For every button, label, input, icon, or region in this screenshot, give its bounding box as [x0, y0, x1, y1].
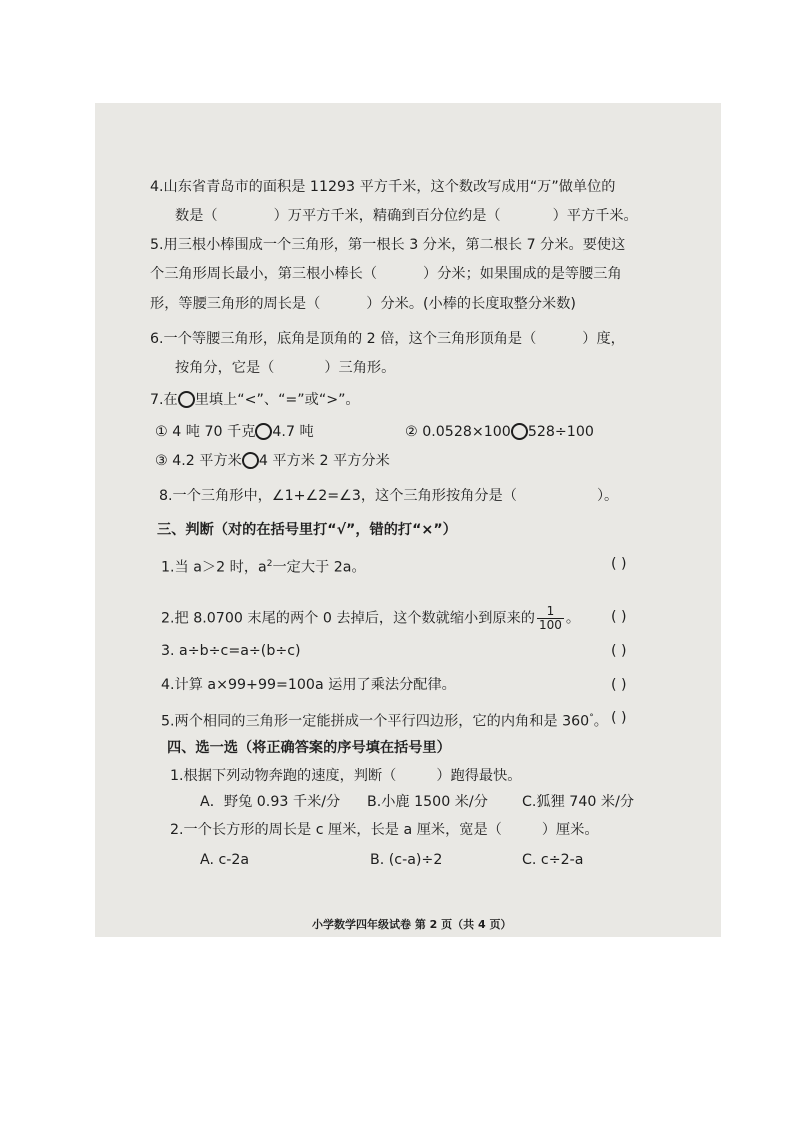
- judge-2-answer[interactable]: ( ): [611, 609, 627, 625]
- choice-2-option-b[interactable]: B. (c-a)÷2: [370, 852, 443, 868]
- judge-3: 3. a÷b÷c=a÷(b÷c): [161, 643, 301, 659]
- q7-item1-right: 4.7 吨: [272, 424, 314, 440]
- choice-2: [170, 821, 599, 839]
- choice-1-text-a: 1.根据下列动物奔跑的速度，判断（: [170, 768, 397, 784]
- q5-line2: [150, 265, 622, 283]
- q6-text-b: ）度，: [582, 331, 625, 347]
- q5-line3: [150, 295, 576, 313]
- q4-line2: [175, 207, 638, 225]
- judge-4-answer[interactable]: ( ): [611, 677, 627, 693]
- judge-5: [161, 709, 608, 731]
- judge-2: [161, 605, 580, 632]
- q4-text-c: ）平方千米。: [552, 208, 638, 224]
- q5-text-d: ）分米。(小棒的长度取整分米数): [366, 296, 576, 312]
- q7-text-a: 7.在: [150, 392, 178, 408]
- judge-5-text-a: 5.两个相同的三角形一定能拼成一个平行四边形，它的内角和是 360: [161, 713, 590, 730]
- q6-text-a: 6.一个等腰三角形，底角是顶角的 2 倍，这个三角形顶角是（: [150, 331, 537, 347]
- q5-text-b: ）分米；如果围成的是等腰三角: [423, 266, 622, 282]
- q7-item2-left: ② 0.0528×100: [405, 424, 511, 440]
- section-4-title: 四、选一选（将正确答案的序号填在括号里）: [167, 740, 451, 756]
- choice-1: [170, 767, 522, 785]
- q7-text-b: 里填上“<”、“=”或“>”。: [194, 392, 360, 408]
- q4-text-b: ）万平方千米，精确到百分位约是（: [273, 208, 501, 224]
- choice-1-text-b: ）跑得最快。: [436, 768, 522, 784]
- q5-line1: 5.用三根小棒围成一个三角形，第一根长 3 分米，第二根长 7 分米。要使这: [150, 237, 626, 253]
- circle-icon: [178, 391, 195, 408]
- fraction: [537, 605, 564, 632]
- q6-text-c: 按角分，它是（: [175, 360, 275, 376]
- q7-item2-circle[interactable]: [511, 423, 528, 440]
- choice-1-option-c[interactable]: C.狐狸 740 米/分: [522, 794, 635, 810]
- choice-2-text-b: ）厘米。: [541, 822, 599, 838]
- q7-item3-right: 4 平方米 2 平方分米: [258, 453, 390, 469]
- q7-line1: [150, 391, 360, 409]
- choice-1-option-b[interactable]: B.小鹿 1500 米/分: [367, 794, 488, 810]
- q7-item-1: [155, 423, 314, 441]
- page-footer: 小学数学四年级试卷 第 2 页（共 4 页）: [312, 918, 512, 931]
- judge-1-answer[interactable]: ( ): [611, 556, 627, 572]
- choice-1-option-a[interactable]: A．野兔 0.93 千米/分: [200, 794, 341, 810]
- q6-line2: [175, 359, 395, 377]
- section-3-title: 三、判断（对的在括号里打“√”，错的打“×”）: [157, 522, 457, 538]
- judge-1-text-b: 一定大于 2a。: [272, 559, 366, 576]
- q7-item3-left: ③ 4.2 平方米: [155, 453, 242, 469]
- choice-2-option-a[interactable]: A. c-2a: [200, 852, 250, 868]
- judge-2-text-b: 。: [565, 610, 581, 627]
- fraction-denominator: 100: [539, 618, 562, 632]
- q7-item3-circle[interactable]: [242, 452, 259, 469]
- judge-5-answer[interactable]: ( ): [611, 710, 627, 726]
- q6-text-d: ）三角形。: [324, 360, 396, 376]
- q5-text-a: 个三角形周长最小，第三根小棒长（: [150, 266, 378, 282]
- judge-5-sup: °: [589, 713, 594, 723]
- q8-text-b: ）。: [596, 488, 619, 504]
- exam-page: [95, 103, 721, 937]
- q7-item1-left: ① 4 吨 70 千克: [155, 424, 256, 440]
- q8-text-a: 8.一个三角形中，∠1+∠2=∠3，这个三角形按角分是（: [159, 488, 517, 504]
- q8-line: [159, 487, 618, 505]
- q7-item-2: [405, 423, 594, 441]
- q4-text-a: 数是（: [175, 208, 218, 224]
- fraction-numerator: 1: [537, 605, 564, 619]
- q4-line1: 4.山东省青岛市的面积是 11293 平方千米，这个数改写成用“万”做单位的: [150, 179, 616, 195]
- judge-3-answer[interactable]: ( ): [611, 643, 627, 659]
- judge-4: 4.计算 a×99+99=100a 运用了乘法分配律。: [161, 677, 456, 693]
- q7-item2-right: 528÷100: [527, 424, 594, 440]
- q6-line1: [150, 330, 625, 348]
- judge-1-sup: 2: [266, 559, 273, 569]
- choice-2-option-c[interactable]: C. c÷2-a: [522, 852, 584, 868]
- q7-item-3: [155, 452, 390, 470]
- judge-2-text-a: 2.把 8.0700 末尾的两个 0 去掉后，这个数就缩小到原来的: [161, 610, 535, 627]
- judge-5-text-b: 。: [593, 713, 608, 730]
- choice-2-text-a: 2.一个长方形的周长是 c 厘米，长是 a 厘米，宽是（: [170, 822, 502, 838]
- q5-text-c: 形，等腰三角形的周长是（: [150, 296, 321, 312]
- q7-item1-circle[interactable]: [255, 423, 272, 440]
- judge-1: [161, 555, 366, 577]
- judge-1-text-a: 1.当 a＞2 时，a: [161, 559, 267, 576]
